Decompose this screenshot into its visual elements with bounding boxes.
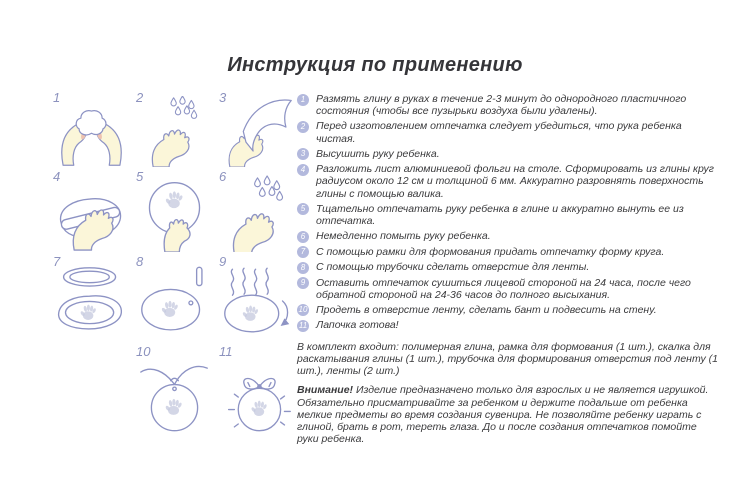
water-drop-icon — [180, 96, 185, 104]
figure-number: 7 — [53, 254, 61, 269]
water-drop-icon — [191, 110, 196, 118]
figure-wash-hand-again — [216, 169, 299, 254]
step-item — [297, 163, 719, 200]
step-number-badge: 7 — [297, 246, 309, 258]
step-text: С помощью рамки для формования придать отпечатку форму круга. — [316, 245, 665, 258]
water-drop-icon — [274, 181, 280, 190]
figure-number: 6 — [219, 169, 227, 184]
step-item — [297, 230, 719, 243]
steam-icon — [231, 269, 233, 295]
step-number-badge: 3 — [297, 148, 309, 160]
water-drop-icon — [175, 107, 180, 115]
figure-number: 10 — [136, 344, 151, 359]
step-item — [297, 304, 719, 317]
bow-icon — [244, 378, 260, 389]
figure-roll-clay — [50, 169, 133, 254]
finished-keepsake-illustration — [219, 350, 296, 446]
press-hand-illustration — [136, 175, 213, 252]
water-drop-icon — [277, 191, 283, 200]
water-drop-icon — [171, 98, 176, 106]
dry-hand-towel-illustration — [219, 96, 296, 167]
knead-clay-hands-illustration — [53, 96, 130, 167]
step-number-badge: 11 — [298, 320, 308, 330]
water-drop-icon — [259, 188, 265, 197]
make-hole-illustration — [136, 260, 213, 342]
step-text: Разложить лист алюминиевой фольги на столе. Сформировать из глины круг радиусом около 12 см и толщиной 6 мм. Аккуратно разровнять поверхность глины с помощью валика. — [316, 163, 714, 200]
figure-number: 4 — [53, 169, 61, 184]
figure-dry-hand — [216, 90, 299, 169]
water-drop-icon — [189, 100, 194, 108]
dry-and-flip-illustration — [219, 260, 296, 342]
step-text: С помощью трубочки сделать отверстие для ленты. — [316, 261, 590, 274]
step-text: Размять глину в руках в течение 2-3 минут до однородного пластичного состояния (чтобы все пузырьки воздуха были удалены). — [316, 93, 687, 118]
step-text: Лапочка готова! — [316, 319, 399, 332]
instruction-list — [297, 93, 719, 445]
illustration-grid — [50, 90, 300, 448]
figure-number: 8 — [136, 254, 144, 269]
step-item — [297, 277, 719, 301]
step-item — [297, 319, 719, 332]
steam-icon — [243, 268, 245, 294]
figure-number: 3 — [219, 90, 227, 105]
page-title: Инструкция по применению — [227, 54, 523, 76]
hand-icon — [233, 214, 273, 252]
water-drop-icon — [264, 176, 270, 185]
forming-frame-illustration — [53, 260, 130, 342]
step-number-badge: 4 — [297, 164, 309, 176]
figure-press-hand — [133, 169, 216, 254]
wash-hand-illustration — [136, 96, 213, 167]
wash-hand-illustration — [219, 175, 296, 252]
step-number-badge: 5 — [297, 203, 309, 215]
figure-number: 2 — [136, 90, 144, 105]
ribbon-icon — [141, 369, 175, 384]
step-text: Перед изготовлением отпечатка следует убедиться, что рука ребенка чистая. — [316, 120, 682, 145]
step-number-badge: 6 — [297, 231, 309, 243]
rolling-pin-illustration — [53, 175, 130, 252]
water-drop-icon — [255, 178, 261, 187]
towel-icon — [243, 100, 291, 151]
figure-number: 1 — [53, 90, 61, 105]
step-number-badge: 1 — [297, 94, 309, 106]
figure-number: 9 — [219, 254, 227, 269]
warning-text: Изделие предназначено только для взрослых и не является игрушкой. Обязательно присматривайте за ребенком и держите подальше от ребенка мелкие предметы во время создания сувенира. Не позволяйте ребенку играть с глиной, брать в рот, тереть глаза. До и после создания отпечатков помойте руки ребенка. — [297, 384, 709, 446]
figure-thread-ribbon — [133, 344, 216, 448]
step-number-badge: 10 — [298, 305, 308, 315]
clay-ball-icon — [76, 111, 106, 135]
step-item — [297, 261, 719, 274]
kit-contents: В комплект входит: полимерная глина, рамка для формования (1 шт.), скалка для раскатывания глины (1 шт.), трубочка для формирования отверстия под ленту (1 шт.), ленты (2 шт.) — [297, 340, 718, 378]
step-item — [297, 203, 719, 227]
step-text: Немедленно помыть руку ребенка. — [316, 230, 491, 243]
ribbon-icon — [175, 367, 208, 385]
step-text: Тщательно отпечатать руку ребенка в глине и аккуратно вынуть ее из отпечатка. — [316, 202, 684, 227]
step-text: Высушить руку ребенка. — [316, 147, 440, 160]
step-item — [297, 93, 719, 117]
steam-icon — [266, 268, 268, 294]
step-item — [297, 148, 719, 161]
figure-dry-flip — [216, 254, 299, 344]
step-number-badge: 8 — [297, 262, 309, 274]
bow-icon — [259, 378, 275, 389]
tube-icon — [197, 267, 202, 285]
thread-ribbon-illustration — [136, 350, 213, 446]
figure-make-hole — [133, 254, 216, 344]
step-item — [297, 246, 719, 259]
step-text: Оставить отпечаток сушиться лицевой стороной на 24 часа, после чего обратной стороной на 24-36 часов до полного высыхания. — [316, 276, 691, 301]
warning-label: Внимание! — [297, 384, 354, 397]
figure-knead-clay — [50, 90, 133, 169]
step-number-badge: 2 — [297, 121, 309, 133]
figure-wash-hand — [133, 90, 216, 169]
figure-finished-keepsake — [216, 344, 299, 448]
step-text: Продеть в отверстие ленту, сделать бант и подвесить на стену. — [316, 303, 657, 316]
figure-number: 11 — [219, 344, 233, 359]
step-item — [297, 120, 719, 144]
figure-forming-frame — [50, 254, 133, 344]
step-number-badge: 9 — [297, 277, 309, 289]
figure-number: 5 — [136, 169, 144, 184]
warning-note — [297, 384, 719, 445]
hand-icon — [152, 130, 189, 167]
steam-icon — [254, 269, 256, 295]
